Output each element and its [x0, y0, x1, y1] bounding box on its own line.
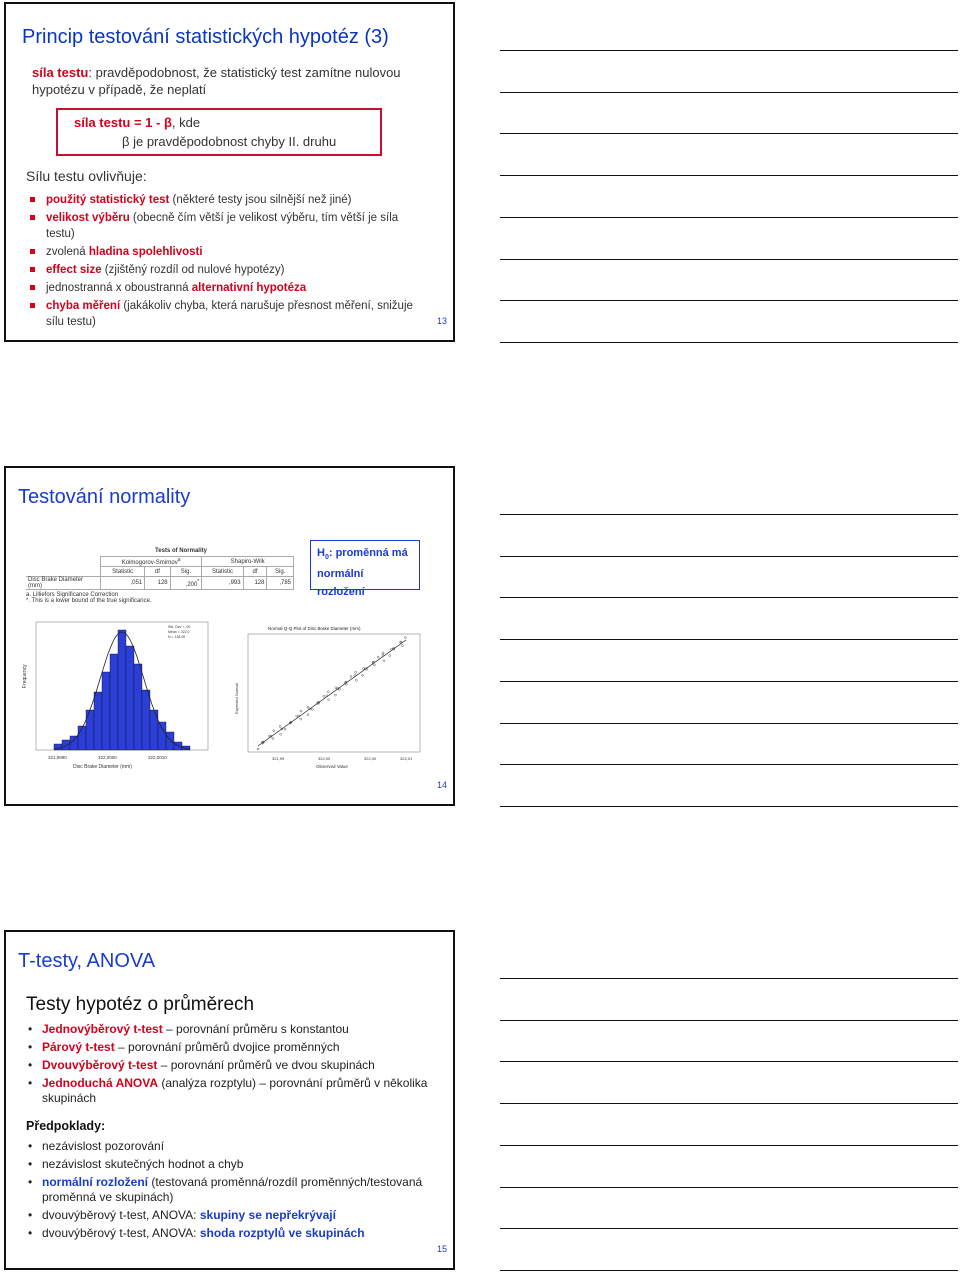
sig-sup: *: [197, 578, 200, 585]
note-line: [500, 597, 958, 598]
item-text: dvouvýběrový t-test, ANOVA:: [42, 1208, 200, 1222]
slide-title: Testování normality: [18, 486, 191, 508]
item-text: (jakákoliv chyba, která narušuje přesnost měření, snižuje sílu testu): [46, 300, 413, 328]
hist-bar: [118, 630, 126, 750]
power-factors-heading: Sílu testu ovlivňuje:: [26, 168, 147, 184]
table-cell: 128: [243, 577, 267, 590]
hist-bar: [110, 654, 118, 750]
item-text: jednostranná x oboustranná: [46, 282, 192, 294]
column-header: df: [145, 567, 170, 577]
test-item: [26, 1040, 441, 1055]
power-factor-item: [28, 210, 418, 242]
page-number: 15: [436, 1244, 447, 1254]
test-item: [26, 1022, 441, 1037]
power-factor-item: [28, 262, 418, 278]
note-line: [500, 806, 958, 807]
hist-xtick: 321,9990: [48, 755, 67, 760]
item-text: dvouvýběrový t-test, ANOVA:: [42, 1226, 200, 1240]
item-text: nezávislost skutečných hodnot a chyb: [42, 1157, 244, 1171]
qq-plot: [228, 624, 428, 774]
normality-table: [26, 548, 296, 604]
hist-bar: [70, 736, 78, 750]
slide-subtitle: Testy hypotéz o průměrech: [26, 994, 255, 1015]
prerequisite-item: [26, 1208, 446, 1223]
note-line: [500, 1103, 958, 1104]
hist-bar: [86, 710, 94, 750]
item-text: (některé testy jsou silnější než jiné): [169, 194, 352, 206]
power-factor-item: [28, 192, 418, 208]
row-label: Disc Brake Diameter (mm): [26, 577, 101, 590]
slide-15: [4, 930, 455, 1270]
slide-title: Princip testování statistických hypotéz (3): [22, 26, 389, 48]
page-number: 14: [436, 780, 447, 790]
formula: síla testu = 1 - β: [74, 115, 172, 130]
power-factor-item: [28, 244, 418, 260]
table-cell: ,200*: [170, 577, 202, 590]
item-text: – porovnání průměru s konstantou: [162, 1022, 349, 1036]
item-text: zvolená: [46, 246, 89, 258]
item-highlight: Párový t-test: [42, 1040, 115, 1054]
note-line: [500, 1061, 958, 1062]
item-text: (testovaná proměnná/rozdíl proměnných/testovaná proměnná ve skupinách): [42, 1175, 423, 1204]
power-definition-text: : pravděpodobnost, že statistický test zamítne nulovou hypotézu v případě, že neplatí: [32, 65, 401, 97]
note-line: [500, 92, 958, 93]
item-highlight: normální rozložení: [42, 1175, 149, 1189]
ks-header: Kolmogorov-Smirnov$^a$: [101, 557, 202, 567]
note-line: [500, 50, 958, 51]
slide-14: [4, 466, 455, 806]
hist-bar: [166, 732, 174, 750]
qq-title: Normal Q-Q Plot of Disc Brake Diameter (mm): [268, 626, 361, 631]
note-line: [500, 1020, 958, 1021]
column-header: df: [243, 567, 267, 577]
prerequisite-item: [26, 1139, 446, 1154]
item-highlight: Dvouvýběrový t-test: [42, 1058, 158, 1072]
note-line: [500, 259, 958, 260]
hist-bar: [126, 646, 134, 750]
power-factors-list: [28, 192, 418, 332]
hist-xlabel: Disc Brake Diameter (mm): [73, 764, 132, 770]
item-highlight: effect size: [46, 264, 102, 276]
item-text: – porovnání průměrů dvojice proměnných: [114, 1040, 340, 1054]
prerequisite-item: [26, 1157, 446, 1172]
note-line: [500, 556, 958, 557]
formula-tail: , kde: [171, 115, 201, 130]
item-highlight: velikost výběru: [46, 212, 130, 224]
tests-list: [26, 1022, 441, 1109]
prerequisite-item: [26, 1226, 446, 1241]
column-header: Statistic: [101, 567, 145, 577]
item-highlight: skupiny se nepřekrývají: [199, 1208, 336, 1222]
test-item: [26, 1058, 441, 1073]
item-highlight: shoda rozptylů ve skupinách: [199, 1226, 365, 1240]
hist-bar: [158, 722, 166, 750]
note-line: [500, 1228, 958, 1229]
note-line: [500, 1270, 958, 1271]
item-highlight: hladina spolehlivosti: [88, 246, 203, 258]
item-highlight: chyba měření: [46, 300, 121, 312]
column-header: Sig.: [267, 567, 294, 577]
qq-xtick: 322,00: [364, 756, 377, 761]
item-text: (analýza rozptylu) – porovnání průměrů v několika skupinách: [42, 1076, 428, 1105]
note-line: [500, 217, 958, 218]
histogram: [18, 618, 218, 778]
item-text: (obecně čím větší je velikost výběru, tím větší je síla testu): [46, 212, 399, 240]
item-text: nezávislost pozorování: [42, 1139, 165, 1153]
hist-bar: [150, 710, 158, 750]
hist-bar: [78, 726, 86, 750]
item-text: – porovnání průměrů ve dvou skupinách: [157, 1058, 375, 1072]
test-item: [26, 1076, 441, 1106]
prerequisites-list: [26, 1139, 446, 1244]
note-line: [500, 639, 958, 640]
item-highlight: Jednovýběrový t-test: [42, 1022, 163, 1036]
note-line: [500, 133, 958, 134]
qq-xlabel: Observed Value: [316, 764, 348, 769]
item-highlight: alternativní hypotéza: [191, 282, 307, 294]
slide-13: [4, 2, 455, 342]
table-caption: Tests of Normality: [155, 548, 207, 554]
table-cell: ,785: [267, 577, 294, 590]
item-highlight: Jednoduchá ANOVA: [42, 1076, 159, 1090]
note-line: [500, 342, 958, 343]
table-cell: ,993: [202, 577, 243, 590]
column-header: Statistic: [202, 567, 243, 577]
hist-bar: [62, 740, 70, 750]
hist-legend: Std. Dev = ,00: [168, 625, 191, 629]
power-factor-item: [28, 298, 418, 330]
power-definition: [32, 64, 432, 98]
hist-bar: [94, 692, 102, 750]
h0-text: $H_0$: proměnná má normální rozložení: [317, 547, 408, 599]
footnote-a: a. Lilliefors Significance Correction: [26, 592, 119, 598]
power-term: síla testu: [32, 65, 89, 80]
sw-header: Shapiro-Wilk: [202, 557, 294, 567]
item-highlight: použitý statistický test: [46, 194, 170, 206]
note-line: [500, 681, 958, 682]
note-line: [500, 764, 958, 765]
h0-box: [310, 540, 420, 599]
hist-xtick: 322,0010: [148, 755, 167, 760]
note-line: [500, 1187, 958, 1188]
qq-xtick: 322,00: [318, 756, 331, 761]
note-line: [500, 175, 958, 176]
hist-legend: Mean = 322,0: [168, 630, 190, 634]
table-cell: ,051: [101, 577, 145, 590]
item-text: (zjištěný rozdíl od nulové hypotézy): [101, 264, 285, 276]
formula-box: [56, 108, 382, 156]
beta-note: β je pravděpodobnost chyby II. druhu: [122, 134, 337, 149]
prerequisite-item: [26, 1175, 446, 1205]
slide-title: T-testy, ANOVA: [18, 950, 156, 972]
note-line: [500, 1145, 958, 1146]
hist-bar: [142, 690, 150, 750]
hist-bar: [134, 664, 142, 750]
prerequisites-heading: Předpoklady:: [26, 1119, 106, 1133]
hist-ylabel: Frequency: [22, 664, 28, 688]
table-cell: 128: [145, 577, 170, 590]
hist-bar: [102, 672, 110, 750]
hist-xtick: 322,0000: [98, 755, 117, 760]
qq-ylabel: Expected Normal: [234, 683, 239, 714]
column-header: Sig.: [170, 567, 202, 577]
note-line: [500, 300, 958, 301]
page-number: 13: [436, 316, 447, 326]
qq-xtick: 322,01: [400, 756, 413, 761]
hist-legend: N = 128,00: [168, 635, 186, 639]
footnote-star: *. This is a lower bound of the true significance.: [26, 598, 152, 604]
qq-xtick: 321,99: [272, 756, 285, 761]
power-factor-item: [28, 280, 418, 296]
note-line: [500, 723, 958, 724]
note-line: [500, 978, 958, 979]
note-line: [500, 514, 958, 515]
